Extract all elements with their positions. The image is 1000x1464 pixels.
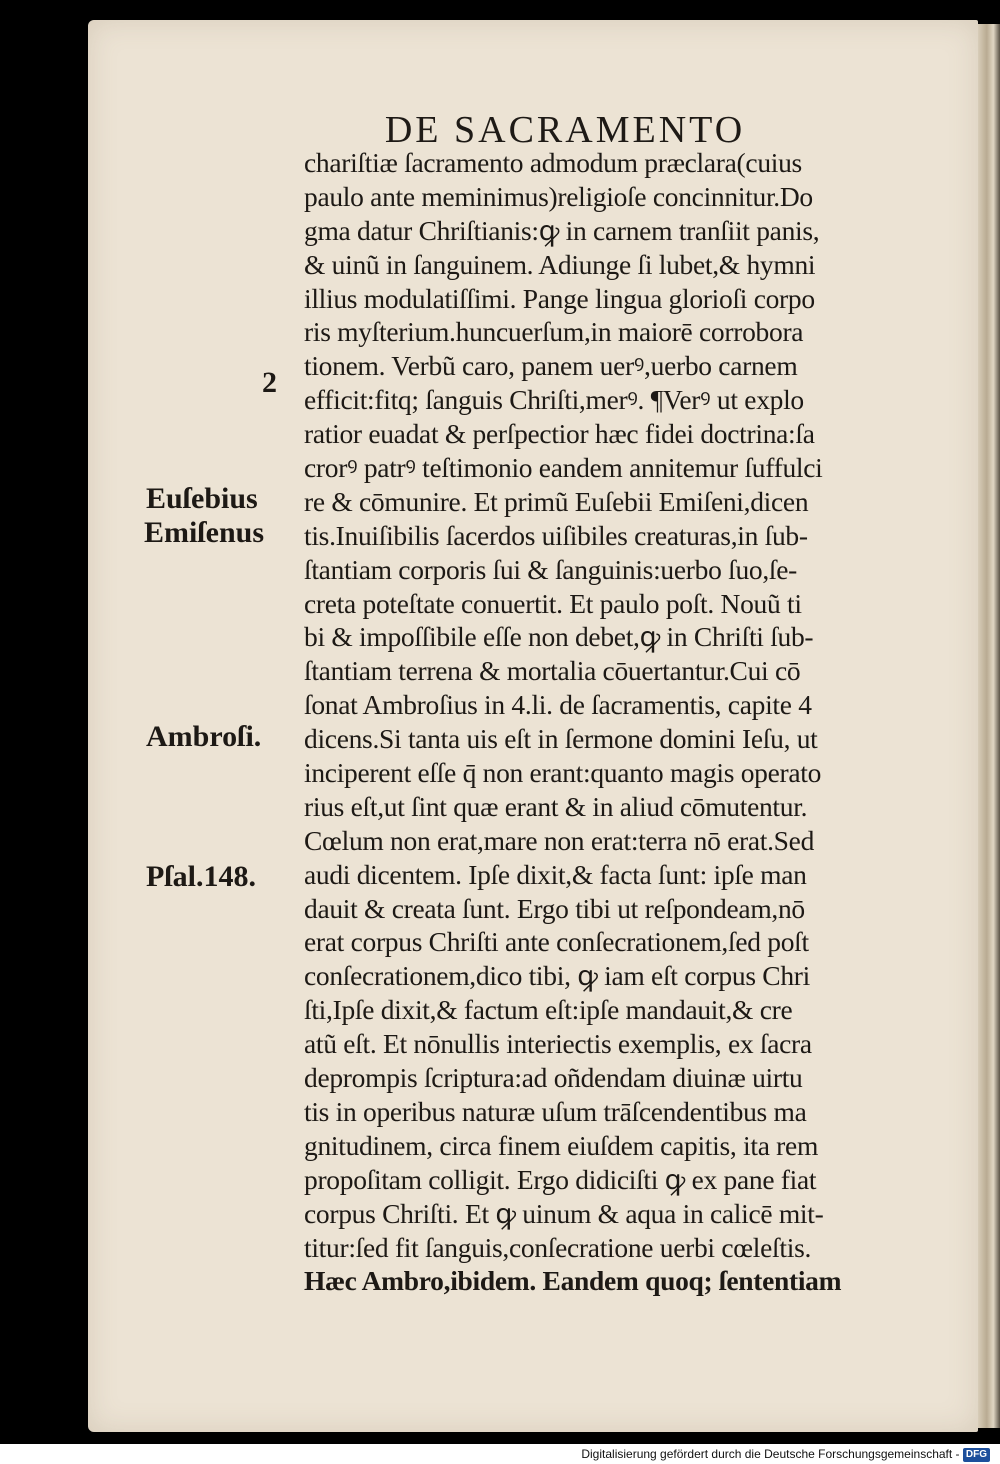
page-heading: DE SACRAMENTO [384,109,746,151]
text-line: atũ eſt. Et nōnullis interiectis exemplis, ex ſacra [304,1028,812,1060]
text-line: inciperent eſſe q̄ non erant:quanto magis operato [304,757,822,789]
text-line: titur:ſed fit ſanguis,conſecratione uerbi cœleſtis. [304,1231,812,1263]
margin-note-psalm: Pſal.148. [146,860,256,893]
text-line: & uinũ in ſanguinem. Adiunge ſi lubet,& hymni [304,248,816,280]
text-line: ratior euadat & perſpectior hæc fidei doctrina:ſa [304,418,815,450]
text-line: propoſitam colligit. Ergo didiciſti ꝙ ex pane fiat [304,1163,817,1195]
footer-credit: Digitalisierung gefördert durch die Deutsche Forschungsgemeinschaft [581,1447,953,1461]
text-line: dicens.Si tanta uis eſt in ſermone domini Ieſu, ut [304,723,818,755]
text-line: corpus Chriſti. Et ꝙ uinum & aqua in calicē mit- [304,1197,824,1229]
margin-note-eusebius: Euſebius [146,482,258,515]
text-line: tis in operibus naturæ uſum trāſcendentibus ma [304,1095,807,1127]
text-line: ris myſterium.huncuerſum,in maiorē corrobora [304,316,804,348]
text-line: audi dicentem. Ipſe dixit,& facta ſunt: ipſe man [304,858,807,890]
text-line: gnitudinem, circa finem eiuſdem capitis, ita rem [304,1129,819,1161]
text-line: Cœlum non erat,mare non erat:terra nō erat.Sed [304,824,815,856]
footer-bar [0,1444,1000,1464]
text-line: illius modulatiſſimi. Pange lingua glorioſi corpo [304,282,815,314]
text-line: creta poteſtate conuertit. Et paulo poſt. Nouũ ti [304,587,802,619]
text-line: conſecrationem,dico tibi, ꝙ iam eſt corpus Chri [304,960,810,992]
text-line: erat corpus Chriſti ante conſecrationem,ſed poſt [304,926,809,958]
text-line: ſtantiam terrena & mortalia cōuertantur.Cui cō [304,655,801,687]
text-line: deprompis ſcriptura:ad oñdendam diuinæ uirtu [304,1062,803,1094]
text-line: ſtantiam corporis ſui & ſanguinis:uerbo ſuo,ſe- [304,553,798,585]
text-line: chariſtiæ ſacramento admodum præclara(cuius [304,147,802,178]
text-line: ſonat Ambroſius in 4.li. de ſacramentis, capite 4 [304,689,812,721]
text-line: Hæc Ambro,ibidem. Eandem quoq; ſententiam [304,1265,842,1297]
text-line: tionem. Verbũ caro, panem uerꝰ,uerbo carnem [304,350,798,382]
text-line: crorꝰ patrꝰ teſtimonio eandem annitemur ſuffulci [304,452,823,484]
margin-note-emisenus: Emiſenus [144,516,265,549]
margin-note-ambrosius: Ambroſi. [146,720,262,753]
footer-separator: - [952,1447,963,1461]
text-line: paulo ante meminimus)religioſe concinnitur.Do [304,180,813,212]
text-line: tis.Inuiſibilis ſacerdos uiſibiles creaturas,in ſub- [304,519,808,551]
text-line: rius eſt,ut ſint quæ erant & in aliud cōmutentur. [304,790,808,822]
margin-note-number: 2 [262,366,277,399]
body-text [304,146,984,1298]
dfg-logo: DFG [963,1448,990,1462]
text-line: bi & impoſſibile eſſe non debet,ꝙ in Chriſti ſub- [304,621,814,653]
text-line: re & cōmunire. Et primũ Euſebii Emiſeni,dicen [304,485,809,517]
text-line: gma datur Chriſtianis:ꝙ in carnem tranſiit panis, [304,214,820,246]
text-line: efficit:fitq; ſanguis Chriſti,merꝰ. ¶Verꝰ ut explo [304,384,804,416]
text-line: dauit & creata ſunt. Ergo tibi ut reſpondeam,nō [304,892,805,924]
text-line: ſti,Ipſe dixit,& factum eſt:ipſe mandauit,& cre [304,994,793,1026]
